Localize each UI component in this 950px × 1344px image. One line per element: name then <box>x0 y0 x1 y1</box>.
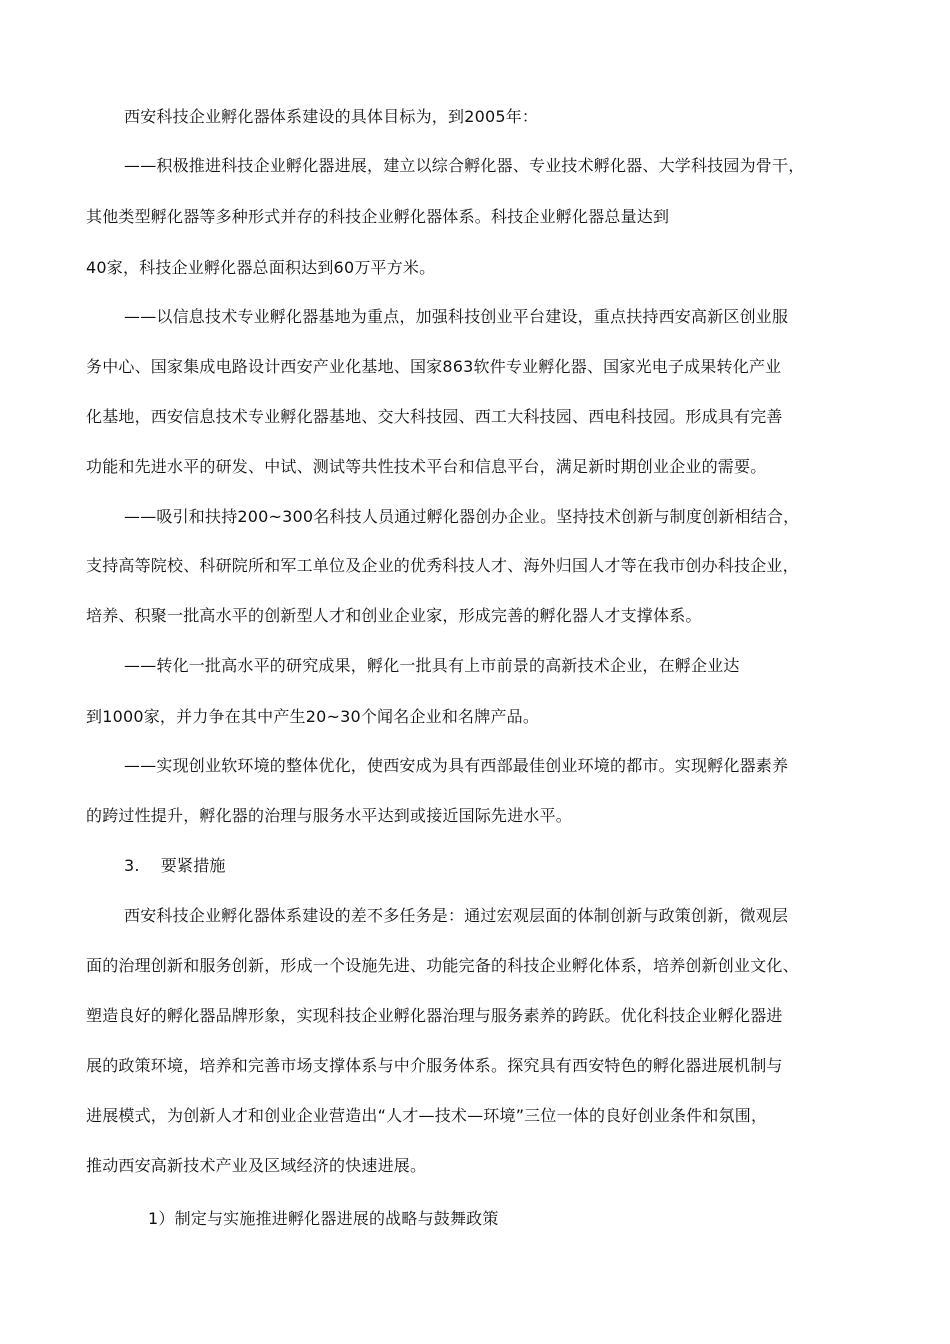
paragraph-line: 西安科技企业孵化器体系建设的具体目标为，到2005年： <box>124 107 539 126</box>
paragraph-line: ——以信息技术专业孵化器基地为重点，加强科技创业平台建设，重点扶持西安高新区创业服 <box>124 307 789 326</box>
paragraph-line: 面的治理创新和服务创新，形成一个设施先进、功能完备的科技企业孵化体系，培养创新创业文化、 <box>86 956 799 975</box>
paragraph-line: ——转化一批高水平的研究成果，孵化一批具有上市前景的高新技术企业，在孵企业达 <box>124 656 740 675</box>
paragraph-line: ——实现创业软环境的整体优化，使西安成为具有西部最佳创业环境的都市。实现孵化器素养 <box>124 756 789 775</box>
subsection-heading: 1）制定与实施推进孵化器进展的战略与鼓舞政策 <box>148 1209 499 1228</box>
paragraph-line: 40家，科技企业孵化器总面积达到60万平方米。 <box>86 258 436 277</box>
paragraph-line: ——积极推进科技企业孵化器进展，建立以综合孵化器、专业技术孵化器、大学科技园为骨干， <box>124 156 805 175</box>
paragraph-line: 务中心、国家集成电路设计西安产业化基地、国家863软件专业孵化器、国家光电子成果转化产业 <box>86 357 782 376</box>
section-heading: 3. 要紧措施 <box>124 856 226 875</box>
paragraph-line: 进展模式，为创新人才和创业企业营造出“人才—技术—环境”三位一体的良好创业条件和氛围， <box>86 1106 768 1125</box>
paragraph-line: 的跨过性提升，孵化器的治理与服务水平达到或接近国际先进水平。 <box>86 806 573 825</box>
paragraph-line: 西安科技企业孵化器体系建设的差不多任务是：通过宏观层面的体制创新与政策创新，微观层 <box>124 906 789 925</box>
paragraph-line: 培养、积聚一批高水平的创新型人才和创业企业家，形成完善的孵化器人才支撑体系。 <box>86 606 702 625</box>
paragraph-line: 塑造良好的孵化器品牌形象，实现科技企业孵化器治理与服务素养的跨跃。优化科技企业孵化器进 <box>86 1006 783 1025</box>
paragraph-line: 其他类型孵化器等多种形式并存的科技企业孵化器体系。科技企业孵化器总量达到 <box>86 207 670 226</box>
paragraph-line: 支持高等院校、科研院所和军工单位及企业的优秀科技人才、海外归国人才等在我市创办科技企业， <box>86 556 799 575</box>
paragraph-line: ——吸引和扶持200~300名科技人员通过孵化器创办企业。坚持技术创新与制度创新相结合， <box>124 507 800 526</box>
paragraph-line: 到1000家，并力争在其中产生20~30个闻名企业和名牌产品。 <box>86 707 540 726</box>
paragraph-line: 化基地，西安信息技术专业孵化器基地、交大科技园、西工大科技园、西电科技园。形成具有完善 <box>86 407 783 426</box>
paragraph-line: 推动西安高新技术产业及区域经济的快速进展。 <box>86 1156 427 1175</box>
paragraph-line: 功能和先进水平的研发、中试、测试等共性技术平台和信息平台，满足新时期创业企业的需要。 <box>86 457 767 476</box>
paragraph-line: 展的政策环境，培养和完善市场支撑体系与中介服务体系。探究具有西安特色的孵化器进展机制与 <box>86 1056 783 1075</box>
